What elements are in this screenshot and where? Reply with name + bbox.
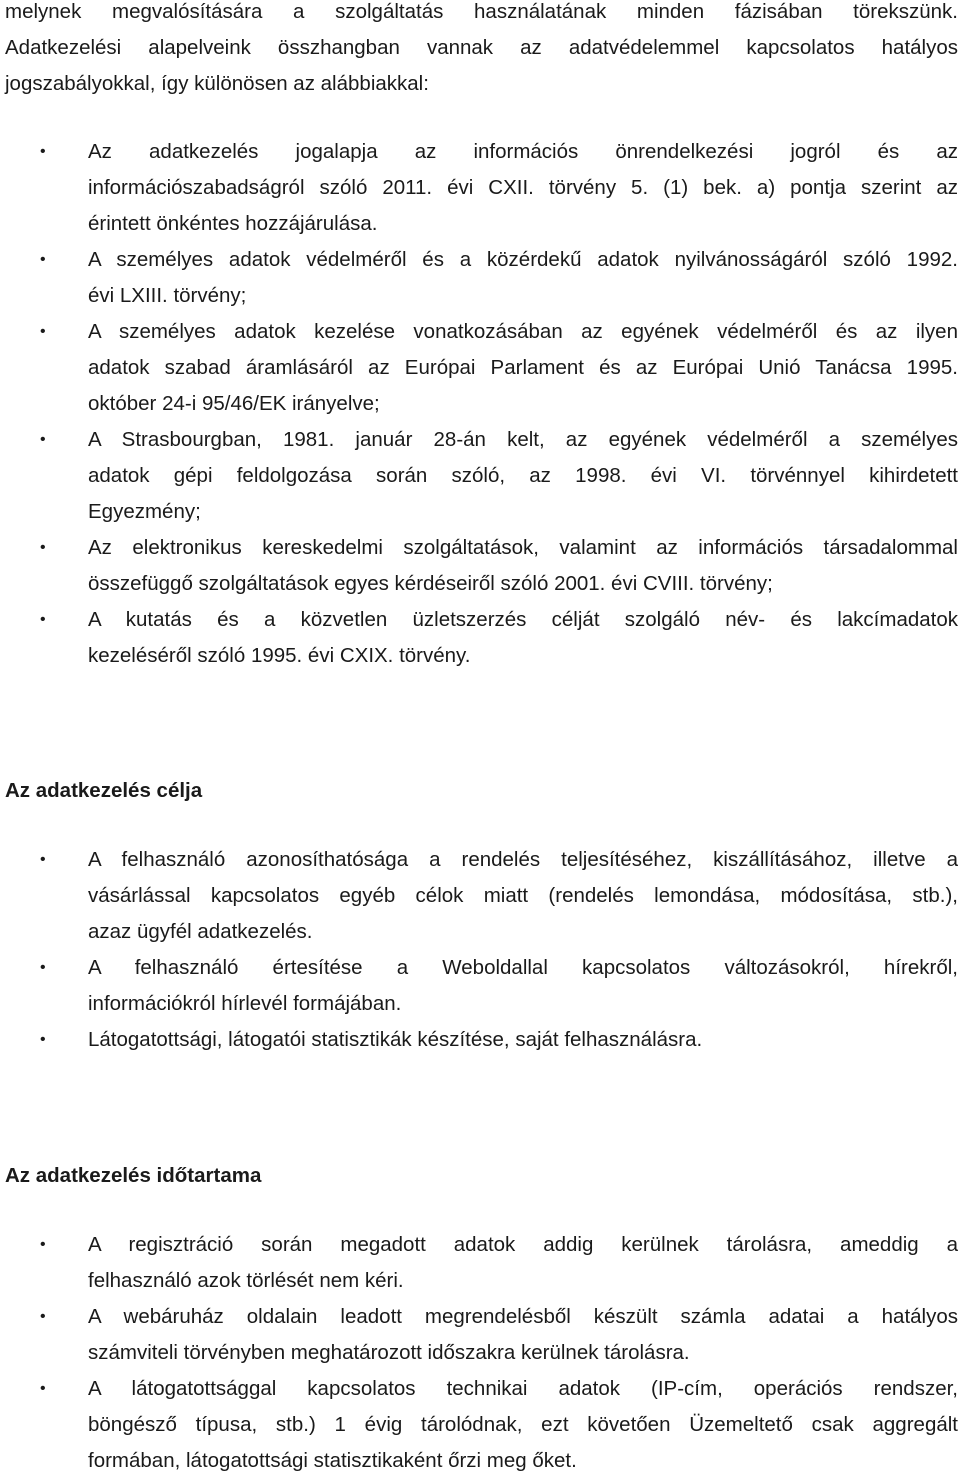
list-item-line: érintett önkéntes hozzájárulása. [88, 212, 378, 235]
list-item-line: felhasználó azok törlését nem kéri. [88, 1269, 404, 1292]
bullet-icon: • [40, 851, 46, 868]
list-item-line: A kutatás és a közvetlen üzletszerzés célját szolgáló név- és lakcímadatok [88, 608, 958, 631]
list-item-line: évi LXIII. törvény; [88, 284, 247, 307]
section-heading-duration: Az adatkezelés időtartama [5, 1164, 262, 1187]
intro-line: Adatkezelési alapelveink összhangban vannak az adatvédelemmel kapcsolatos hatályos [5, 36, 958, 59]
bullet-icon: • [40, 143, 46, 160]
list-item-line: Az elektronikus kereskedelmi szolgáltatások, valamint az információs társadalommal [88, 536, 958, 559]
bullet-icon: • [40, 431, 46, 448]
list-item-line: A felhasználó értesítése a Weboldallal kapcsolatos változásokról, hírekről, [88, 956, 958, 979]
bullet-icon: • [40, 1308, 46, 1325]
list-item [0, 1299, 960, 1371]
list-item-line: vásárlással kapcsolatos egyéb célok miatt (rendelés lemondása, módosítása, stb.), [88, 884, 958, 907]
bullet-icon: • [40, 1380, 46, 1397]
bullet-icon: • [40, 251, 46, 268]
list-item [0, 1371, 960, 1479]
list-item-line: információkról hírlevél formájában. [88, 992, 402, 1015]
list-item [0, 242, 960, 314]
intro-paragraph [5, 0, 958, 102]
bullet-icon: • [40, 1236, 46, 1253]
list-item [0, 1022, 960, 1058]
list-item-line: A felhasználó azonosíthatósága a rendelés teljesítéséhez, kiszállításához, illetve a [88, 848, 958, 871]
list-item-line: A regisztráció során megadott adatok addig kerülnek tárolásra, ameddig a [88, 1233, 958, 1256]
bullet-icon: • [40, 539, 46, 556]
list-item-line: összefüggő szolgáltatások egyes kérdéseiről szóló 2001. évi CVIII. törvény; [88, 572, 773, 595]
list-item [0, 602, 960, 674]
list-item-line: böngésző típusa, stb.) 1 évig tárolódnak, ezt követően Üzemeltető csak aggregált [88, 1413, 958, 1436]
laws-list [0, 134, 960, 674]
list-item-line: A személyes adatok kezelése vonatkozásában az egyének védelméről és az ilyen [88, 320, 958, 343]
list-item-line: október 24-i 95/46/EK irányelve; [88, 392, 380, 415]
bullet-icon: • [40, 959, 46, 976]
bullet-icon: • [40, 1031, 46, 1048]
intro-line: melynek megvalósítására a szolgáltatás használatának minden fázisában törekszünk. [5, 0, 958, 23]
list-item-line: adatok szabad áramlásáról az Európai Parlament és az Európai Unió Tanácsa 1995. [88, 356, 958, 379]
bullet-icon: • [40, 323, 46, 340]
list-item [0, 134, 960, 242]
list-item-line: A webáruház oldalain leadott megrendelésből készült számla adatai a hatályos [88, 1305, 958, 1328]
list-item-line: azaz ügyfél adatkezelés. [88, 920, 313, 943]
list-item [0, 530, 960, 602]
list-item-line: kezeléséről szóló 1995. évi CXIX. törvény. [88, 644, 471, 667]
list-item [0, 1227, 960, 1299]
list-item-line: formában, látogatottsági statisztikaként őrzi meg őket. [88, 1449, 577, 1472]
list-item [0, 842, 960, 950]
list-item-line: A személyes adatok védelméről és a közérdekű adatok nyilvánosságáról szóló 1992. [88, 248, 958, 271]
list-item [0, 422, 960, 530]
list-item-line: információszabadságról szóló 2011. évi CXII. törvény 5. (1) bek. a) pontja szerint az [88, 176, 958, 199]
list-item-line: Az adatkezelés jogalapja az információs önrendelkezési jogról és az [88, 140, 958, 163]
duration-list [0, 1227, 960, 1479]
list-item-line: A Strasbourgban, 1981. január 28-án kelt, az egyének védelméről a személyes [88, 428, 958, 451]
list-item [0, 314, 960, 422]
list-item-line: A látogatottsággal kapcsolatos technikai adatok (IP-cím, operációs rendszer, [88, 1377, 958, 1400]
bullet-icon: • [40, 611, 46, 628]
intro-line: jogszabályokkal, így különösen az alábbiakkal: [5, 72, 429, 95]
list-item-line: Egyezmény; [88, 500, 201, 523]
purpose-list [0, 842, 960, 1058]
list-item [0, 950, 960, 1022]
list-item-line: Látogatottsági, látogatói statisztikák készítése, saját felhasználásra. [88, 1028, 703, 1051]
list-item-line: számviteli törvényben meghatározott időszakra kerülnek tárolásra. [88, 1341, 690, 1364]
section-heading-purpose: Az adatkezelés célja [5, 779, 203, 802]
list-item-line: adatok gépi feldolgozása során szóló, az 1998. évi VI. törvénnyel kihirdetett [88, 464, 958, 487]
